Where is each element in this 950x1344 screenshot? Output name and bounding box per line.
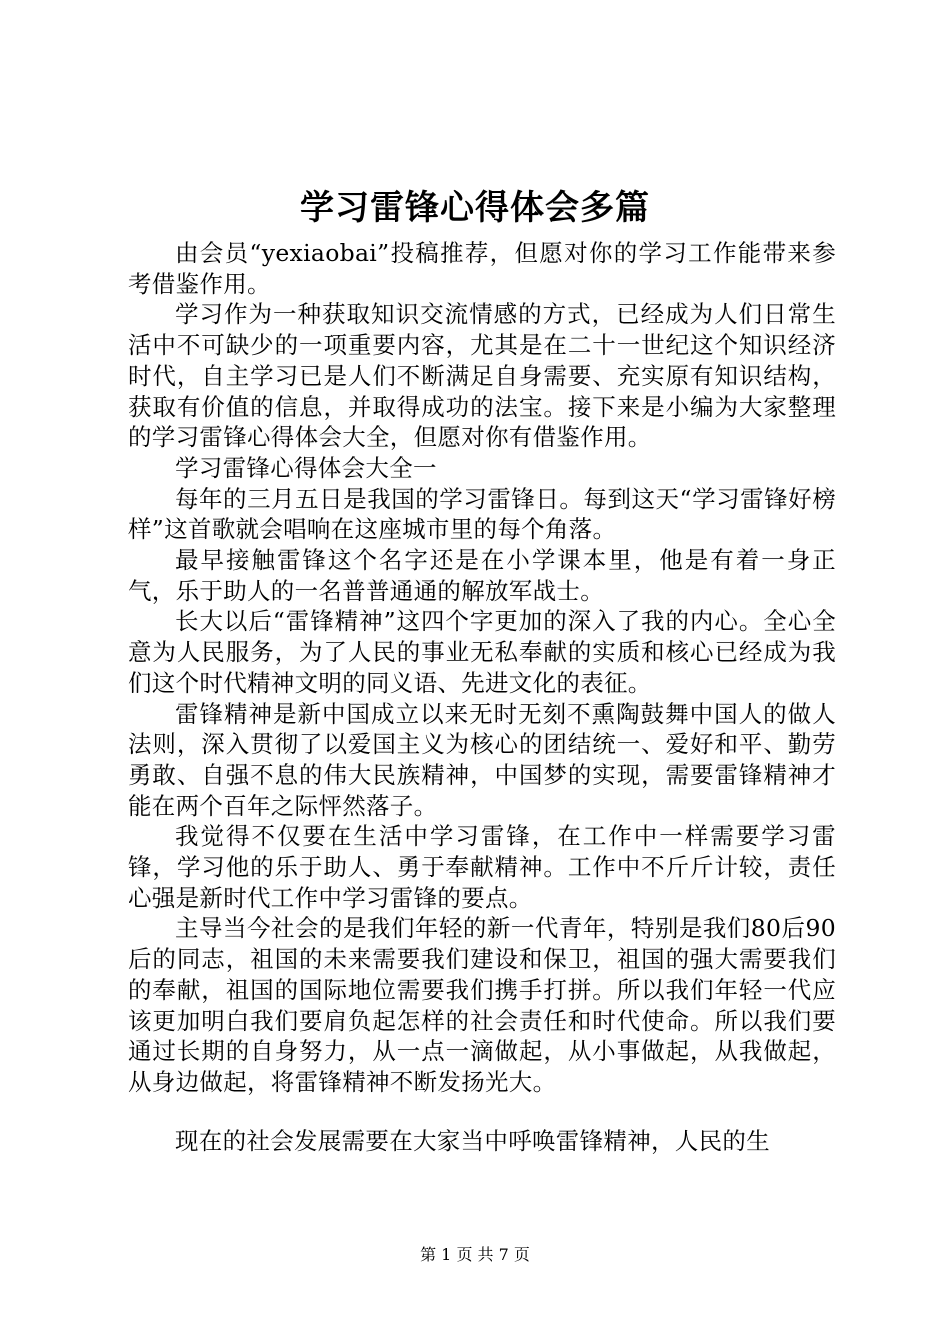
paragraph-march-fifth: 每年的三月五日是我国的学习雷锋日。每到这天“学习雷锋好榜样”这首歌就会唱响在这座城市里的每个角落。: [128, 484, 836, 544]
paragraph-work: 我觉得不仅要在生活中学习雷锋，在工作中一样需要学习雷锋，学习他的乐于助人、勇于奉献精神。工作中不斤斤计较，责任心强是新时代工作中学习雷锋的要点。: [128, 822, 836, 912]
paragraph-spirit: 雷锋精神是新中国成立以来无时无刻不熏陶鼓舞中国人的做人法则，深入贯彻了以爱国主义为核心的团结统一、爱好和平、勤劳勇敢、自强不息的伟大民族精神，中国梦的实现，需要雷锋精神才能在两个百年之际怦然落子。: [128, 699, 836, 820]
paragraph-intro: 由会员“yexiaobai”投稿推荐，但愿对你的学习工作能带来参考借鉴作用。: [128, 239, 836, 298]
section-heading: 学习雷锋心得体会大全一: [175, 453, 437, 482]
document-title: 学习雷锋心得体会多篇: [300, 188, 650, 228]
document-body: [128, 238, 836, 1156]
paragraph-growing-up: 长大以后“雷锋精神”这四个字更加的深入了我的内心。全心全意为人民服务，为了人民的事业无私奉献的实质和核心已经成为我们这个时代精神文明的同义语、先进文化的表征。: [128, 607, 836, 697]
paragraph-youth: 主导当今社会的是我们年轻的新一代青年，特别是我们80后90后的同志，祖国的未来需要我们建设和保卫，祖国的强大需要我们的奉献，祖国的国际地位需要我们携手打拼。所以我们年轻一代应该更加明白我们要肩负起怎样的社会责任和时代使命。所以我们要通过长期的自身努力，从一点一滴做起，从小事做起，从我做起，从身边做起，将雷锋精神不断发扬光大。: [128, 914, 836, 1096]
paragraph-society: 现在的社会发展需要在大家当中呼唤雷锋精神，人民的生: [175, 1126, 770, 1155]
page-footer: 第 1 页 共 7 页: [420, 1245, 530, 1264]
paragraph-first-contact: 最早接触雷锋这个名字还是在小学课本里，他是有着一身正气，乐于助人的一名普普通通的解放军战士。: [128, 546, 836, 605]
paragraph-learning: 学习作为一种获取知识交流情感的方式，已经成为人们日常生活中不可缺少的一项重要内容，尤其是在二十一世纪这个知识经济时代，自主学习已是人们不断满足自身需要、充实原有知识结构，获取有价值的信息，并取得成功的法宝。接下来是小编为大家整理的学习雷锋心得体会大全，但愿对你有借鉴作用。: [128, 300, 836, 452]
